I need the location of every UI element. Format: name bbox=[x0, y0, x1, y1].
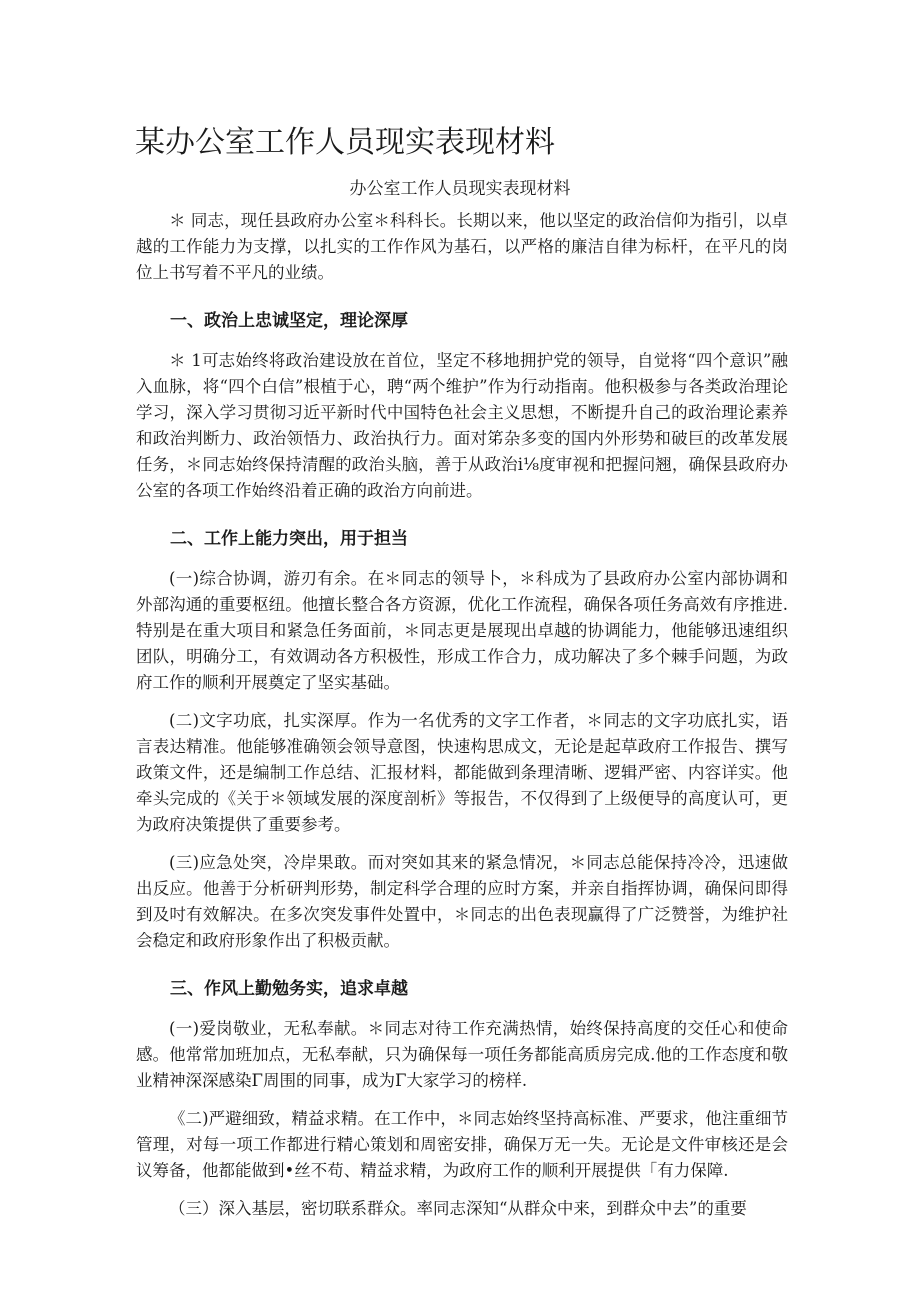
section-3-paragraph-2: 《二)严避细致，精益求精。在工作中，＊同志始终坚持高标准、严要求，他注重细节管理，对每一项工作都进行精心策划和周密安排，确保万无一失。无论是文件审核还是会议筹备，他都能做到•丝不苟、精益求精，为政府工作的顺利开展提供「有力保障. bbox=[136, 1109, 788, 1180]
section-heading-3: 三、作风上勤勉务实，追求卓越 bbox=[170, 979, 408, 999]
document-subtitle: 办公室工作人员现实表现材料 bbox=[349, 179, 571, 199]
section-3-paragraph-1: (一)爱岗敬业，无私奉献。＊同志对待工作充满热情，始终保持高度的交任心和使命感。他常常加班加点，无私奉献，只为确保每一项任务都能高质房完成.他的工作态度和敬业精神深深感染Γ周围的同事，成为Γ大家学习的榜样. bbox=[136, 1019, 788, 1090]
section-3-paragraph-3: （三）深入基层，密切联系群众。率同志深知“从群众中来，到群众中去”的重要 bbox=[169, 1199, 747, 1218]
section-1-paragraph-1: ＊ 1可志始终将政治建设放在首位，坚定不移地拥护党的领导，自觉将“四个意识”融入血脉，将“四个白信”根植于心，聘“两个维护”作为行动指南。他积极参与各类政治理论学习，深入学习贯彻习近平新时代中国特色社会主义思想，不断提升自己的政治理论素养和政治判断力、政治领悟力、政治执行力。面对笫杂多变的国内外形势和破巨的改革发展任务，＊同志始终保持清醒的政治头脑，善于从政治i⅛度审视和把握问翘，确保县政府办公室的各项工作始终沿着正确的政治方向前进。 bbox=[136, 351, 788, 500]
section-heading-2: 二、工作上能力突出，用于担当 bbox=[170, 529, 408, 549]
section-2-paragraph-1: (一)综合协调，游刃有余。在＊同志的领导卜，＊科成为了县政府办公室内部协调和外部沟通的重要枢纽。他擅长整合各方资源，优化工作流程，确保各项任务高效有序推进.特别是在重大项目和紧急任务面前，＊同志更是展现出卓越的协调能力，他能够迅速组织团队，明确分工，有效调动各方积极性，形成工作合力，成功解决了多个棘手问题，为政府工作的顺利开展奠定了坚实基础。 bbox=[136, 569, 788, 692]
section-2-paragraph-2: (二)文字功底，扎实深厚。作为一名优秀的文字工作者，＊同志的文字功底扎实，语言表达精准。他能够准确领会领导意图，快速构思成文，无论是起草政府工作报告、撰写政策文件，还是编制工作总结、汇报材料，都能做到条理清晰、逻辑严密、内容详实。他牵头完成的《关于＊领域发展的深度剖析》等报告，不仅得到了上级便导的高度认可，更为政府决策提供了重要参考。 bbox=[136, 711, 788, 834]
section-heading-1: 一、政治上忠诚坚定，理论深厚 bbox=[170, 311, 408, 331]
document-body bbox=[136, 208, 788, 1234]
document-title: 某办公室工作人员现实表现材料 bbox=[135, 125, 555, 160]
section-2-paragraph-3: (三)应急处突，冷岸果敢。而对突如其来的紧急情况，＊同志总能保持冷冷，迅速做出反应。他善于分析研判形势，制定科学合理的应时方案，并亲自指挥协调，确保问即得到及吋有效解决。在多次突发事件处置中，＊同志的出色表现赢得了广泛赞誉，为维护社会稳定和政府形象作出了积极贡献。 bbox=[136, 853, 788, 950]
intro-paragraph: ＊ 同志，现任县政府办公室＊科科长。长期以来，他以坚定的政治信仰为指引，以卓越的工作能力为支撑，以扎实的工作作风为基石，以严格的廉洁自律为标杆，在平凡的岗位上书写着不平凡的业绩。 bbox=[136, 211, 788, 282]
